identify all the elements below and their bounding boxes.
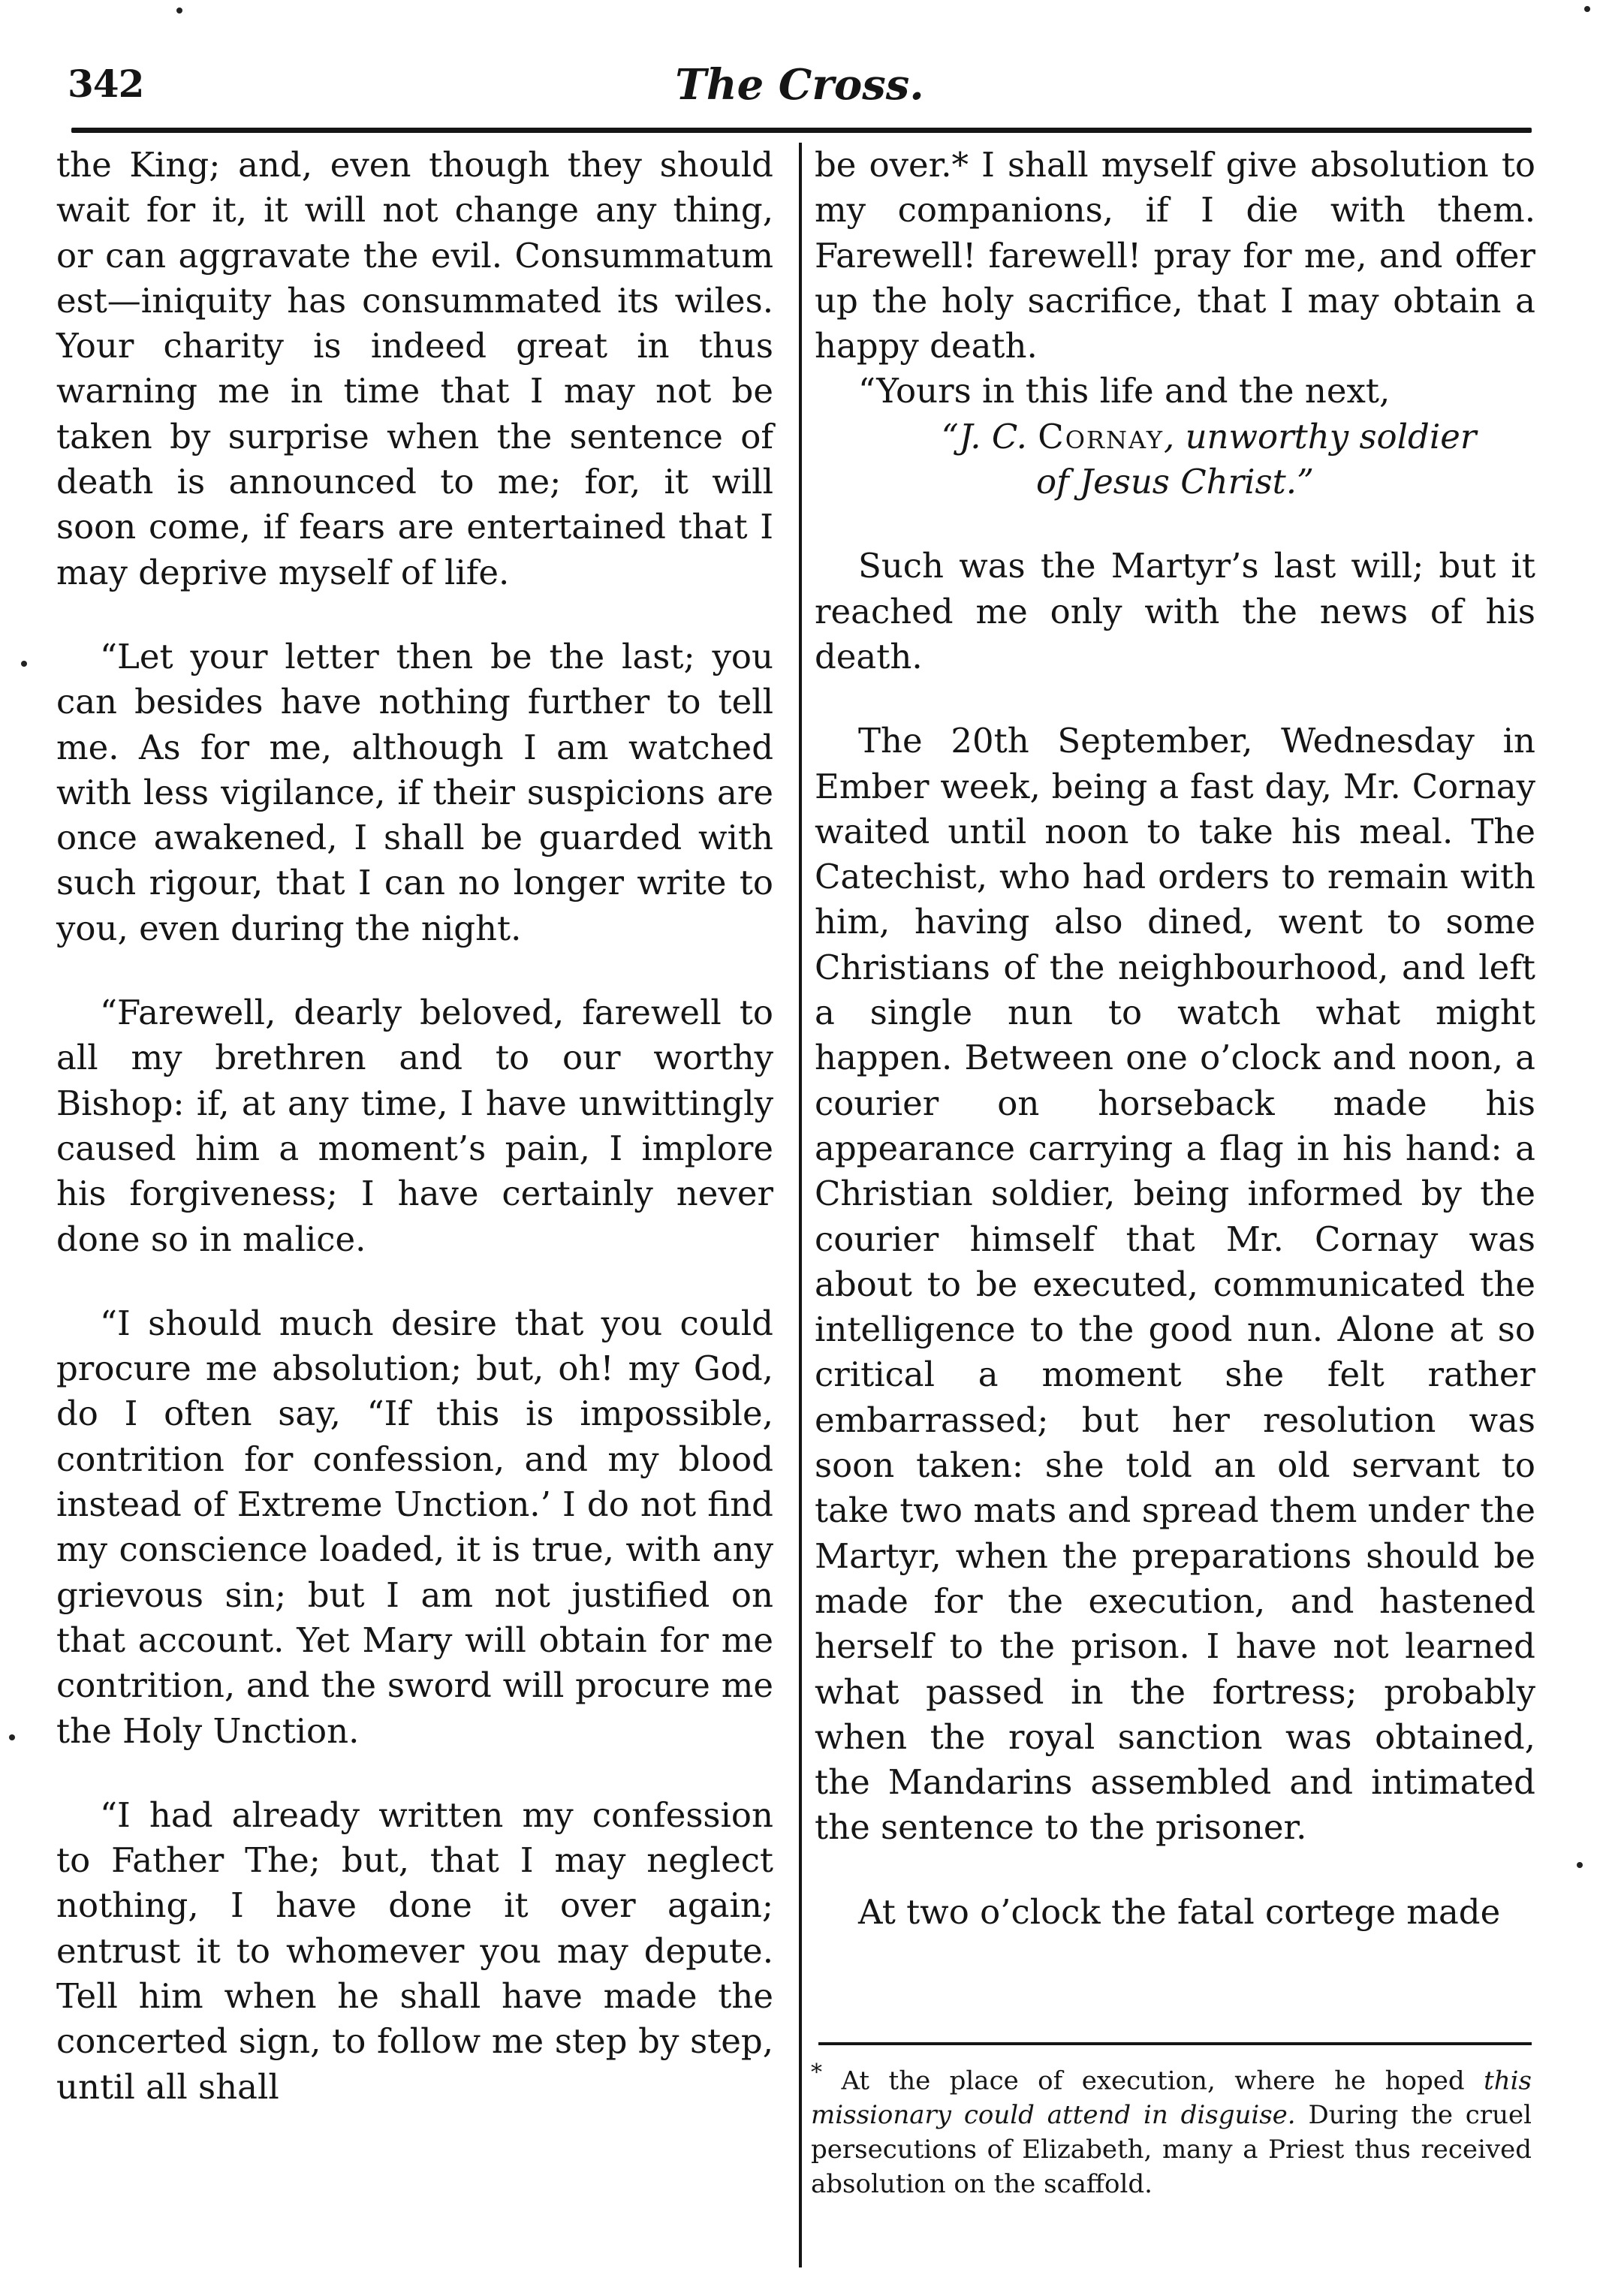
print-speck (21, 661, 27, 667)
footnote-rule (818, 2042, 1532, 2045)
running-title: The Cross. (675, 60, 924, 110)
footnote-text-b: During the cruel persecutions of Elizabeth, many a Priest thus received absolution on the scaffold. (811, 2100, 1532, 2200)
right-column (815, 143, 1535, 1935)
signature-closing: “Yours in this life and the next, (858, 371, 1391, 411)
signature-continuation: of Jesus Christ.” (1036, 462, 1314, 502)
left-paragraph-2: “Let your letter then be the last; you can besides have nothing further to tell me. As for me, although I am watched with less vigilance, if their suspicions are once awakened, I shall be guarded with such rigour, that I can no longer write to you, even during the night. (56, 636, 773, 948)
signature-name-prefix: “J. C. (941, 416, 1038, 456)
footnote-marker: * (811, 2059, 822, 2086)
left-paragraph-5: “I had already written my confession to Father The; but, that I may neglect nothing, I have done it over again; entrust it to whomever you may depute. Tell him when he shall have made the concerted sign, to follow me step by step, until all shall (56, 1794, 773, 2107)
signature-name-suffix: , unworthy soldier (1163, 416, 1477, 456)
page-header (68, 30, 1532, 113)
footnote-text-a: At the place of execution, where he hoped (822, 2065, 1484, 2096)
header-rule (71, 128, 1532, 133)
footnote-text-italic: this missionary could attend in disguise. (811, 2065, 1532, 2131)
left-column (56, 143, 773, 2110)
left-paragraph-1: the King; and, even though they should wait for it, it will not change any thing, or can aggravate the evil. Consummatum est—iniquity has consummated its wiles. Your charity is indeed great in thus warning me in time that I may not be taken by surprise when the sentence of death is announced to me; for, it will soon come, if fears are entertained that I may deprive myself of life. (56, 145, 773, 592)
print-speck (1577, 1862, 1583, 1868)
left-paragraph-4: “I should much desire that you could procure me absolution; but, oh! my God, do I often say, “If this is impossible, contrition for confession, and my blood instead of Extreme Unction.’ I do not find my conscience loaded, it is true, with any grievous sin; but I am not justified on that account. Yet Mary will obtain for me contrition, and the sword will procure me the Holy Unction. (56, 1303, 773, 1751)
left-paragraph-3: “Farewell, dearly beloved, farewell to all my brethren and to our worthy Bishop: if, at any time, I have unwittingly caused him a moment’s pain, I implore his forgiveness; I have certainly never done so in malice. (56, 993, 773, 1259)
signature-surname: Cornay (1038, 416, 1164, 456)
footnote (811, 2056, 1532, 2201)
page-number: 342 (68, 62, 144, 106)
right-paragraph-2: Such was the Martyr’s last will; but it reached me only with the news of his death. (815, 546, 1535, 676)
right-paragraph-4: At two o’clock the fatal cortege made (858, 1891, 1501, 1932)
right-paragraph-1: be over.* I shall myself give absolution to my companions, if I die with them. Farewell! farewell! pray for me, and offer up the holy sacrifice, that I may obtain a happy death. (815, 145, 1535, 366)
right-paragraph-3: The 20th September, Wednesday in Ember week, being a fast day, Mr. Cornay waited until noon to take his meal. The Catechist, who had orders to remain with him, having also dined, went to some Christians of the neighbourhood, and left a single nun to watch what might happen. Between one o’clock and noon, a courier on horseback made his appearance carrying a flag in his hand: a Christian soldier, being informed by the courier himself that Mr. Cornay was about to be executed, communicated the intelligence to the good nun. Alone at so critical a moment she felt rather embarrassed; but her resolution was soon taken: she told an old servant to take two mats and spread them under the Martyr, when the preparations should be made for the execution, and hastened herself to the prison. I have not learned what passed in the fortress; probably when the royal sanction was obtained, the Mandarins assembled and intimated the sentence to the prisoner. (815, 721, 1535, 1848)
signature-name (882, 414, 1535, 460)
print-speck (1584, 6, 1590, 12)
print-speck (9, 1734, 15, 1740)
print-speck (176, 8, 182, 14)
column-divider (799, 143, 802, 2267)
